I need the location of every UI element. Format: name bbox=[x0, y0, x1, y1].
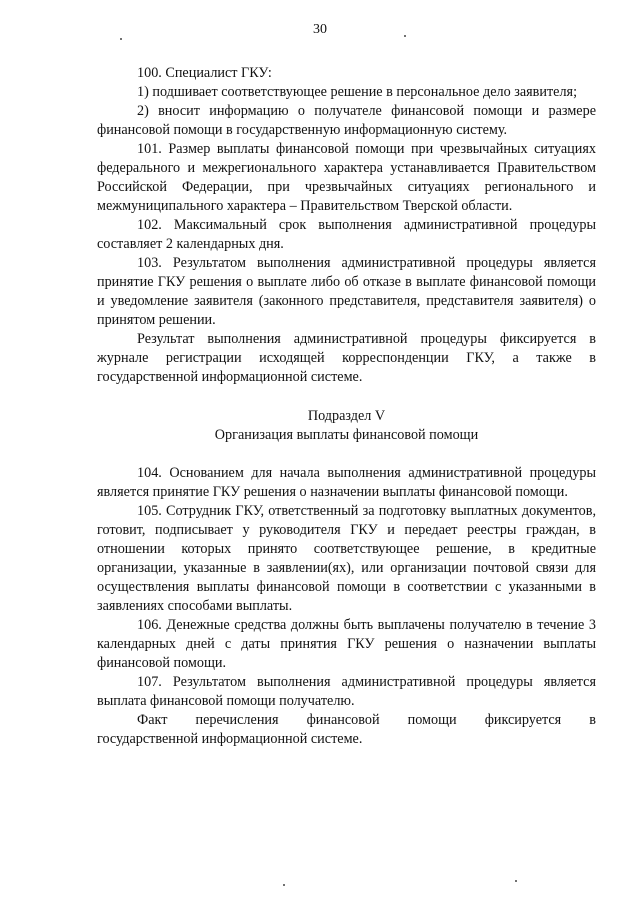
fact-word: Факт bbox=[137, 712, 168, 728]
fact-word: перечисления bbox=[195, 712, 279, 728]
subsection-number: Подраздел V bbox=[307, 408, 386, 424]
subsection-heading bbox=[97, 407, 596, 445]
paragraph-100: 100. Специалист ГКУ: bbox=[137, 65, 272, 81]
fact-word: помощи bbox=[407, 712, 457, 728]
paragraph-103-result: Результат выполнения административной процедуры фиксируется в журнале регистрации исходящей корреспонденции ГКУ, а также в государственной информационной системе. bbox=[97, 331, 596, 385]
paragraph-101: 101. Размер выплаты финансовой помощи при чрезвычайных ситуациях федерального и межрегионального характера устанавливается Правительством Российской Федерации, при чрезвычайных ситуациях регионального и межмуниципального характера – Правительством Тверской области. bbox=[97, 141, 596, 214]
paragraph-106: 106. Денежные средства должны быть выплачены получателю в течение 3 календарных дней с даты принятия ГКУ решения о назначении выплаты финансовой помощи. bbox=[97, 617, 596, 671]
fact-continuation: государственной информационной системе. bbox=[97, 731, 363, 747]
paragraph-104: 104. Основанием для начала выполнения административной процедуры является принятие ГКУ решения о назначении выплаты финансовой помощи. bbox=[97, 465, 596, 500]
scan-speck bbox=[283, 884, 285, 886]
paragraph-107-fact bbox=[97, 711, 596, 749]
scan-speck bbox=[515, 880, 517, 882]
paragraph-107: 107. Результатом выполнения административной процедуры является выплата финансовой помощи получателю. bbox=[97, 674, 596, 709]
fact-word: в bbox=[589, 712, 596, 728]
scan-speck bbox=[120, 38, 122, 40]
paragraph-102: 102. Максимальный срок выполнения административной процедуры составляет 2 календарных дня. bbox=[97, 217, 596, 252]
paragraph-100-item-1: 1) подшивает соответствующее решение в персональное дело заявителя; bbox=[137, 84, 578, 100]
paragraph-100-item-2: 2) вносит информацию о получателе финансовой помощи и размере финансовой помощи в государственную информационную систему. bbox=[97, 103, 596, 138]
scan-speck bbox=[404, 35, 406, 37]
document-body bbox=[97, 64, 596, 749]
fact-word: фиксируется bbox=[484, 712, 562, 728]
page-number: 30 bbox=[313, 22, 327, 37]
paragraph-103: 103. Результатом выполнения административной процедуры является принятие ГКУ решения о выплате либо об отказе в выплате финансовой помощи и уведомление заявителя (законного представителя, представителя заявителя) о принятом решении. bbox=[97, 255, 596, 328]
subsection-title: Организация выплаты финансовой помощи bbox=[214, 427, 479, 443]
fact-word: финансовой bbox=[306, 712, 380, 728]
fact-first-line bbox=[97, 711, 596, 730]
paragraph-105: 105. Сотрудник ГКУ, ответственный за подготовку выплатных документов, готовит, подписывает у руководителя ГКУ и передает реестры граждан, в отношении которых принято соответствующее решение, в кредитные организации, указанные в заявлении(ях), или организации почтовой связи для осуществления выплаты финансовой помощи в соответствии с указанными в заявлениях способами выплаты. bbox=[97, 503, 596, 614]
